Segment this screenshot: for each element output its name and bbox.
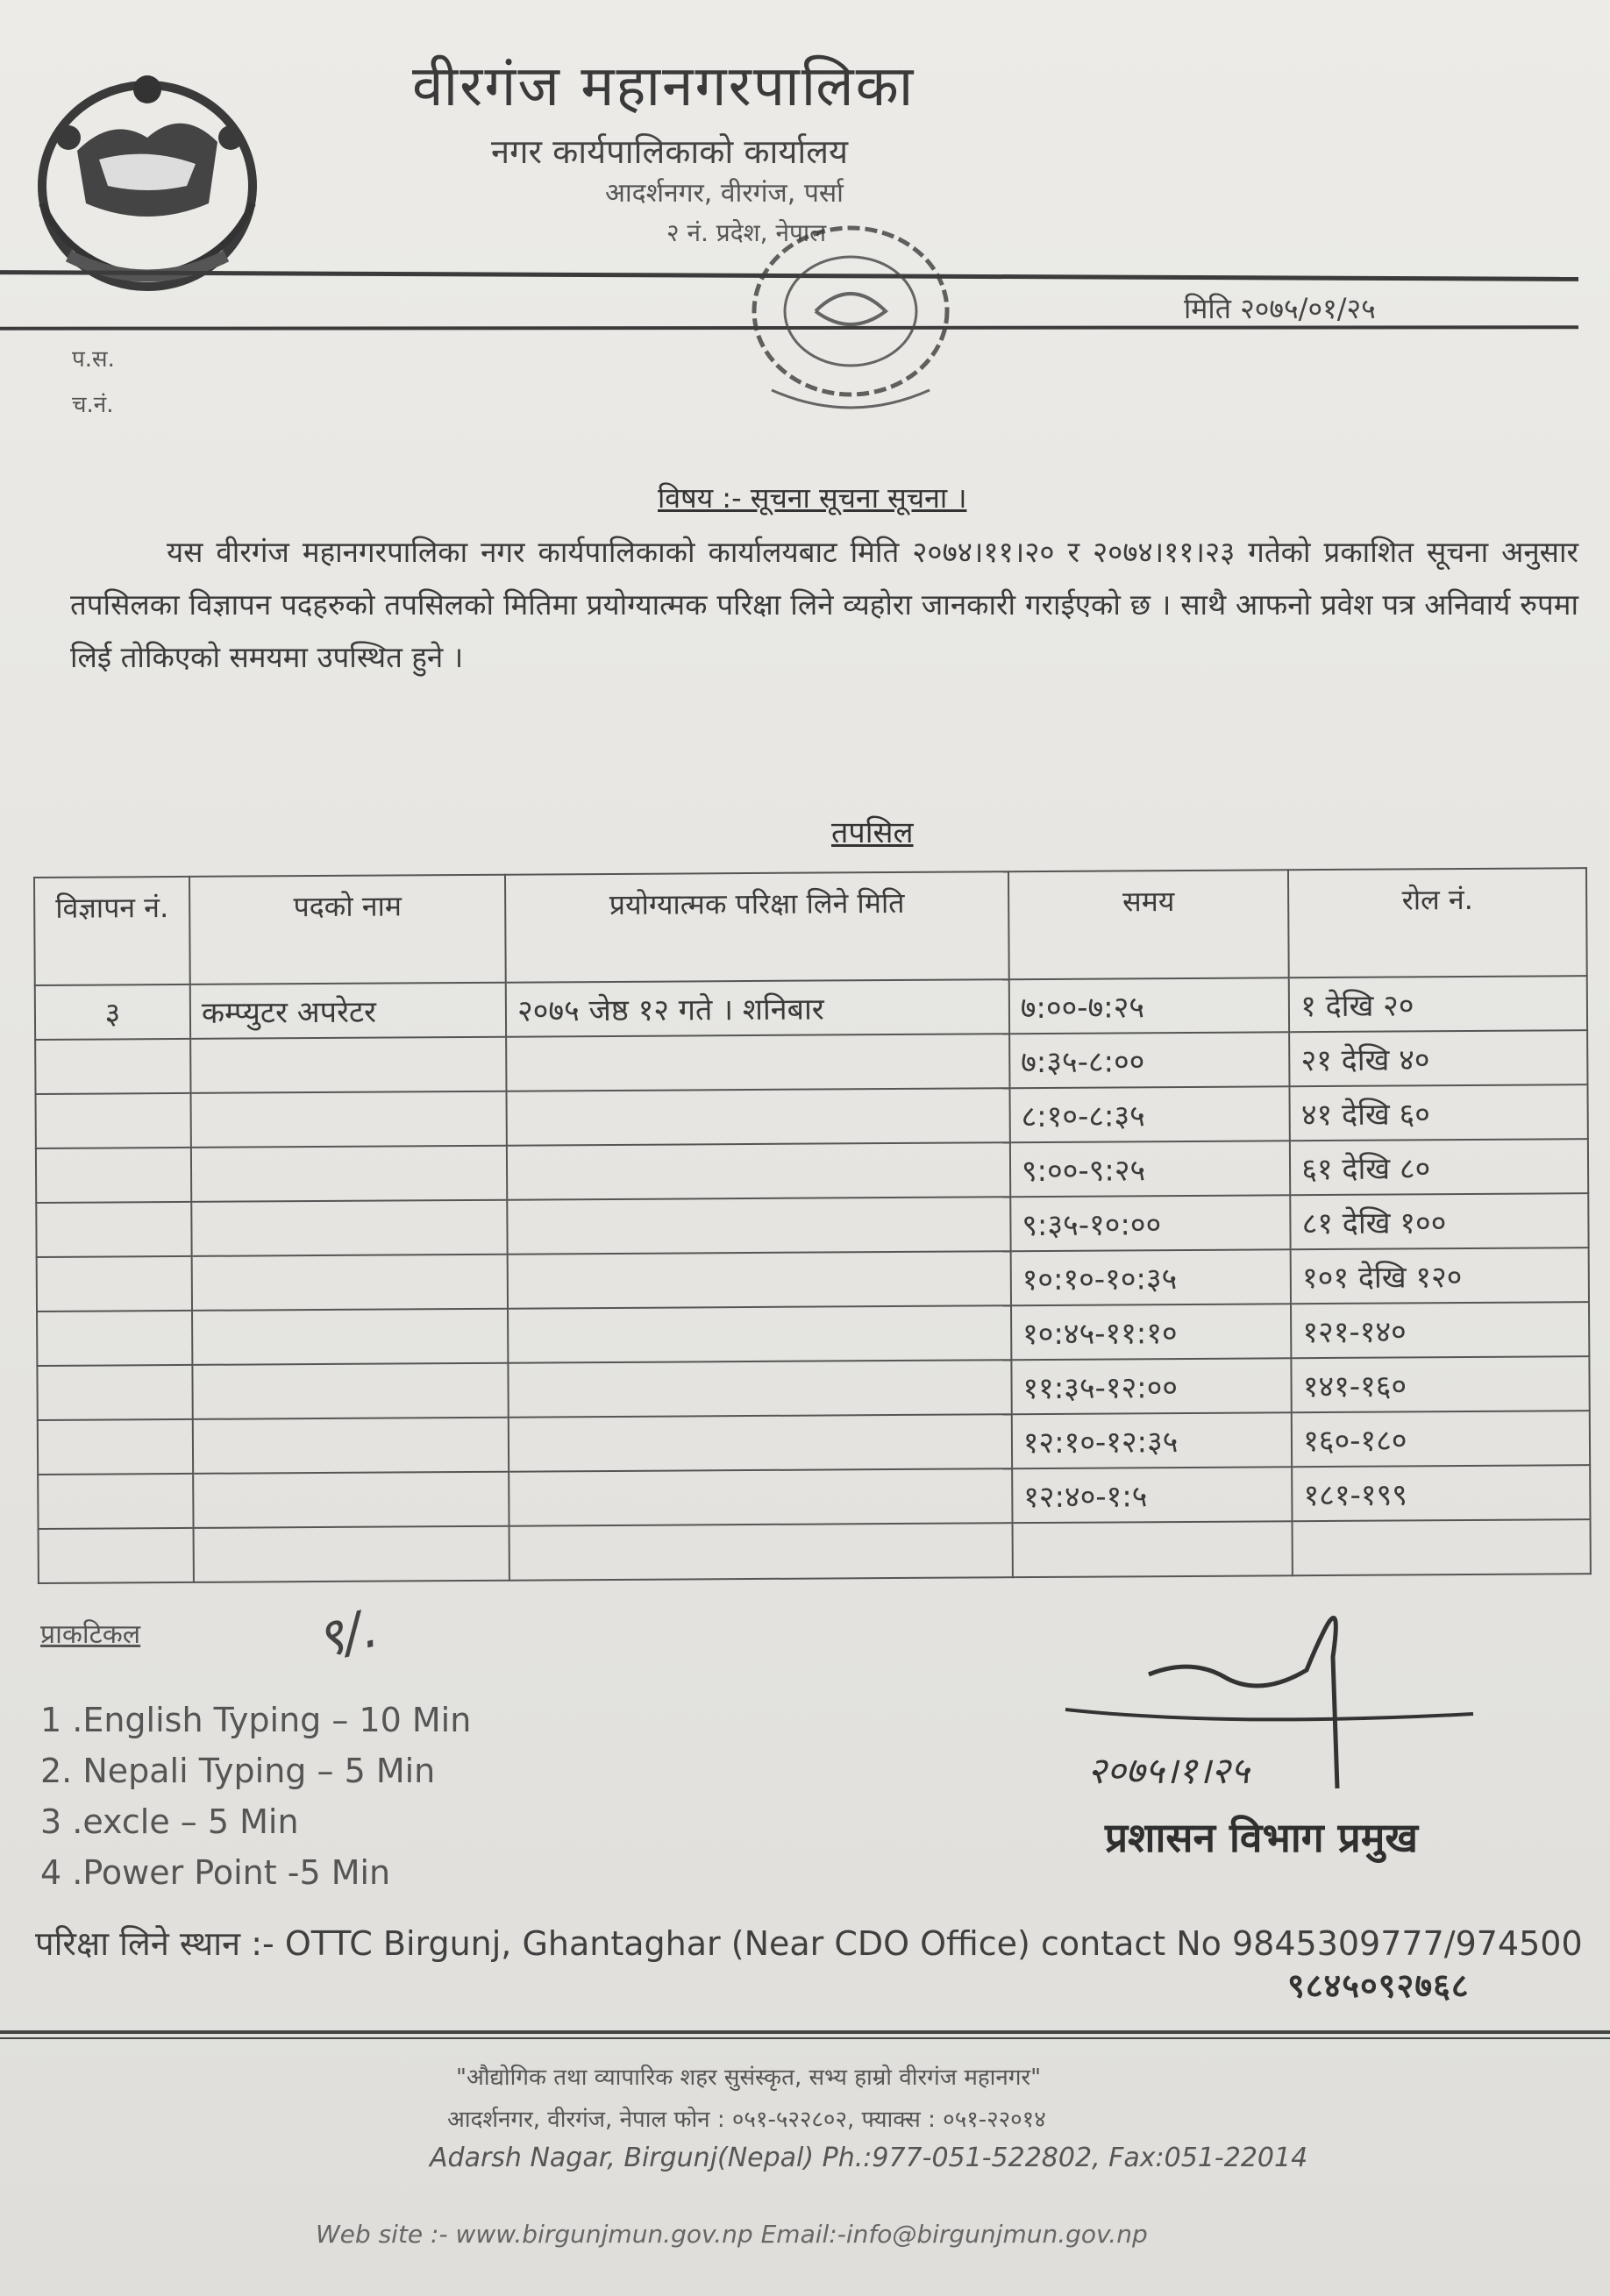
- notice-subject: विषय :- सूचना सूचना सूचना ।: [658, 481, 967, 515]
- table-header-row: [34, 868, 1587, 985]
- letter-date: मिति २०७५/०१/२५: [1184, 292, 1376, 325]
- schedule-heading: तपसिल: [831, 815, 914, 850]
- office-address: आदर्शनगर, वीरगंज, पर्सा: [605, 178, 844, 209]
- cell-time: ९:३५-१०:००: [1010, 1195, 1291, 1251]
- cell-roll-number: १ देखि २०: [1289, 976, 1587, 1032]
- practical-item: 4 .Power Point -5 Min: [40, 1853, 391, 1892]
- column-header-time: समय: [1008, 870, 1289, 979]
- table-body: [35, 976, 1591, 1583]
- cell-post-name: [191, 1091, 507, 1148]
- cell-ad-number: [37, 1365, 192, 1420]
- cell-ad-number: [36, 1202, 191, 1257]
- office-title: वीरगंज महानगरपालिका: [412, 54, 915, 119]
- footer-divider: [0, 2030, 1610, 2034]
- cell-post-name: [192, 1255, 508, 1311]
- signatory-office: प्रशासन विभाग प्रमुख: [1105, 1814, 1418, 1861]
- cell-post-name: [193, 1472, 509, 1528]
- table-row: [38, 1411, 1590, 1475]
- cell-time: १२:४०-१:५: [1012, 1467, 1293, 1523]
- cell-roll-number: [1293, 1519, 1591, 1575]
- cell-exam-date: २०७५ जेष्ठ १२ गते । शनिबार: [506, 979, 1009, 1037]
- cell-time: ७:३५-८:००: [1009, 1032, 1290, 1088]
- table-row: [35, 1030, 1587, 1094]
- cell-post-name: कम्प्युटर अपरेटर: [190, 983, 506, 1039]
- table-row: [37, 1356, 1589, 1420]
- reference-number-label: प.स.: [72, 346, 115, 373]
- cell-ad-number: [39, 1528, 194, 1583]
- cell-exam-date: [508, 1360, 1011, 1418]
- cell-time: [1012, 1521, 1293, 1577]
- cell-exam-date: [508, 1305, 1011, 1363]
- cell-post-name: [190, 1037, 506, 1093]
- cell-time: १२:१०-१२:३५: [1012, 1412, 1293, 1468]
- cell-post-name: [192, 1363, 508, 1419]
- cell-exam-date: [507, 1197, 1010, 1255]
- column-header-roll-number: रोल नं.: [1288, 868, 1587, 977]
- footer-divider-secondary: [0, 2037, 1610, 2039]
- cell-exam-date: [507, 1088, 1010, 1146]
- cell-ad-number: ३: [35, 985, 190, 1040]
- practical-item: 2. Nepali Typing – 5 Min: [40, 1752, 436, 1790]
- cell-roll-number: ८१ देखि १००: [1290, 1193, 1588, 1249]
- cell-roll-number: १८१-१९९: [1292, 1465, 1590, 1521]
- table-row: [36, 1139, 1588, 1203]
- exam-venue: परिक्षा लिने स्थान :- OTTC Birgunj, Ghantaghar (Near CDO Office) contact No 9845309777/974500: [35, 1924, 1583, 1963]
- column-header-post-name: पदको नाम: [189, 875, 506, 985]
- column-header-exam-date: प्रयोग्यात्मक परिक्षा लिने मिति: [505, 871, 1008, 983]
- cell-time: ७:००-७:२५: [1009, 977, 1290, 1034]
- footer-address-english: Adarsh Nagar, Birgunj(Nepal) Ph.:977-051-522802, Fax:051-22014: [430, 2143, 1308, 2173]
- table-row: [37, 1248, 1589, 1311]
- cell-time: १०:१०-१०:३५: [1010, 1249, 1291, 1305]
- practical-item: 3 .excle – 5 Min: [40, 1802, 299, 1841]
- table-row: [36, 1084, 1588, 1148]
- cell-ad-number: [36, 1093, 191, 1148]
- cell-ad-number: [35, 1039, 190, 1094]
- cell-ad-number: [37, 1311, 192, 1366]
- cell-post-name: [192, 1309, 508, 1365]
- cell-roll-number: ६१ देखि ८०: [1290, 1139, 1588, 1195]
- table-row: [37, 1302, 1589, 1366]
- exam-schedule-table: [33, 867, 1592, 1584]
- cell-post-name: [193, 1418, 509, 1474]
- cell-time: ९:००-९:२५: [1010, 1141, 1291, 1197]
- nepal-emblem-icon: [16, 54, 279, 300]
- cell-roll-number: २१ देखि ४०: [1289, 1030, 1587, 1086]
- cell-ad-number: [37, 1256, 192, 1311]
- column-header-ad-number: विज्ञापन नं.: [34, 877, 190, 985]
- footer-address-nepali: आदर्शनगर, वीरगंज, नेपाल फोन : ०५१-५२२८०२, फ्याक्स : ०५१-२२०१४: [447, 2107, 1046, 2133]
- table-row: [36, 1193, 1588, 1257]
- cell-post-name: [194, 1526, 509, 1582]
- cell-post-name: [191, 1200, 507, 1256]
- notice-body: यस वीरगंज महानगरपालिका नगर कार्यपालिकाको कार्यालयबाट मिति २०७४।११।२० र २०७४।११।२३ गतेको प्रकाशित सूचना अनुसार तपसिलका विज्ञापन पदहरुको तपसिलको मितिमा प्रयोग्यात्मक परिक्षा लिने व्यहोरा जानकारी गराईएको छ । साथै आफनो प्रवेश पत्र अनिवार्य रुपमा लिई तोकिएको समयमा उपस्थित हुने ।: [70, 535, 1578, 674]
- cell-roll-number: ४१ देखि ६०: [1290, 1084, 1588, 1141]
- handwritten-contact-number: ९८४५०९२७६८: [1287, 1966, 1470, 2005]
- cell-roll-number: १६०-१८०: [1292, 1411, 1590, 1467]
- cell-exam-date: [507, 1142, 1010, 1200]
- cell-ad-number: [38, 1419, 193, 1475]
- cell-exam-date: [509, 1468, 1012, 1526]
- cell-time: ८:१०-८:३५: [1009, 1086, 1290, 1142]
- table-row: [38, 1465, 1590, 1529]
- table-row: [39, 1519, 1591, 1583]
- cell-exam-date: [509, 1414, 1012, 1472]
- footer-motto: "औद्योगिक तथा व्यापारिक शहर सुसंस्कृत, सभ्य हाम्रो वीरगंज महानगर": [456, 2065, 1042, 2091]
- office-province: २ नं. प्रदेश, नेपाल: [666, 218, 827, 247]
- footer-web-email: Web site :- www.birgunjmun.gov.np Email:-info@birgunjmun.gov.np: [316, 2220, 1148, 2249]
- cell-roll-number: १२१-१४०: [1291, 1302, 1589, 1358]
- office-subtitle: नगर कार्यपालिकाको कार्यालय: [491, 132, 849, 171]
- cell-ad-number: [38, 1474, 193, 1529]
- cell-exam-date: [509, 1523, 1013, 1581]
- table-row: [35, 976, 1587, 1040]
- cell-roll-number: १०१ देखि १२०: [1291, 1248, 1589, 1304]
- cell-ad-number: [36, 1148, 191, 1203]
- dispatch-number-label: च.नं.: [72, 392, 114, 418]
- handwritten-mark: ९/.: [310, 1597, 384, 1671]
- cell-time: १०:४५-११:१०: [1011, 1304, 1292, 1360]
- cell-exam-date: [506, 1034, 1009, 1091]
- office-stamp-icon: [719, 215, 982, 434]
- practical-item: 1 .English Typing – 10 Min: [40, 1701, 472, 1739]
- cell-roll-number: १४१-१६०: [1292, 1356, 1590, 1412]
- cell-exam-date: [508, 1251, 1011, 1309]
- cell-post-name: [191, 1146, 507, 1202]
- practical-heading: प्राकटिकल: [40, 1619, 141, 1650]
- cell-time: ११:३५-१२:००: [1011, 1358, 1292, 1414]
- signature-date: २०७५।१।२५: [1087, 1749, 1250, 1792]
